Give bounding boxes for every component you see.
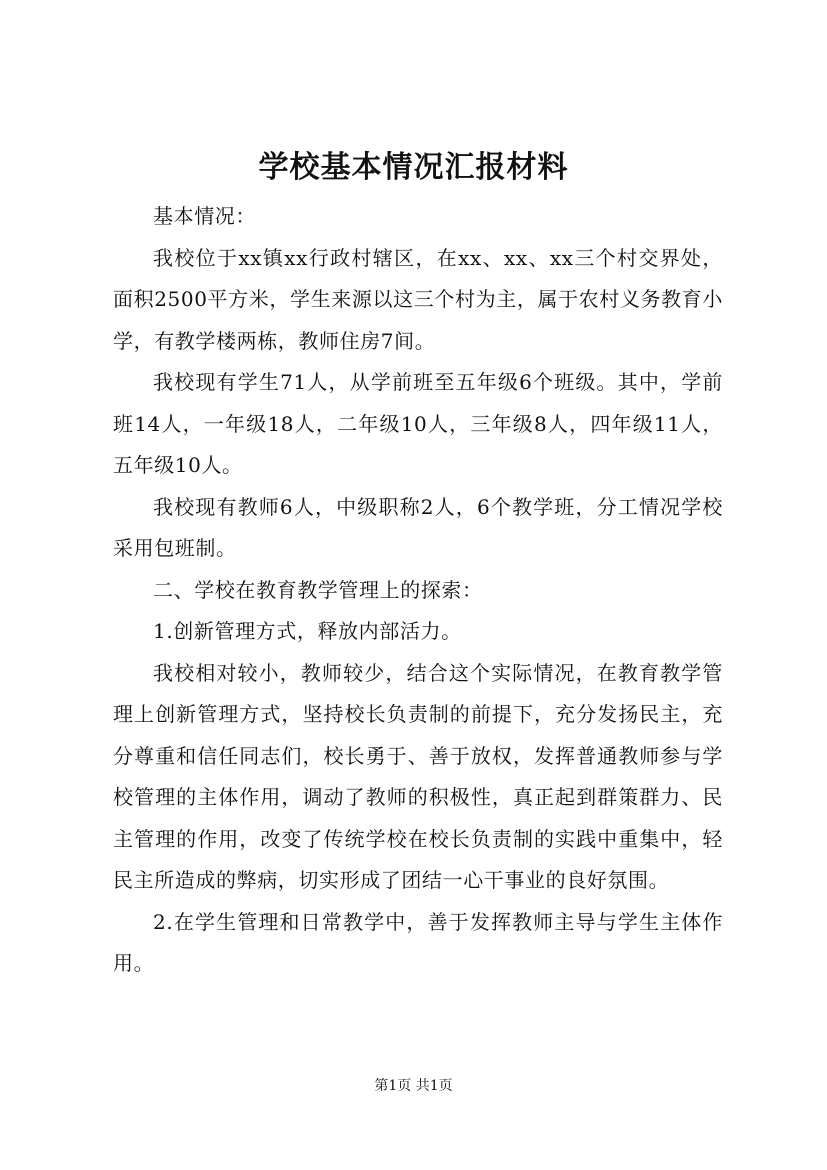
paragraph-management: 我校相对较小，教师较少，结合这个实际情况，在教育教学管理上创新管理方式，坚持校长负责制的前提下，充分发扬民主，充分尊重和信任同志们，校长勇于、善于放权，发挥普通教师参与学校管理的主体作用，调动了教师的积极性，真正起到群策群力、民主管理的作用，改变了传统学校在校长负责制的实践中重集中，轻民主所造成的弊病，切实形成了团结一心干事业的良好氛围。	[113, 660, 723, 892]
paragraph-section-two-heading: 二、学校在教育教学管理上的探索：	[153, 577, 483, 602]
paragraph-location: 我校位于xx镇xx行政村辖区，在xx、xx、xx三个村交界处，面积2500平方米，学生来源以这三个村为主，属于农村义务教育小学，有教学楼两栋，教师住房7间。	[113, 245, 723, 353]
document-body	[113, 196, 723, 985]
paragraph-point-one: 1.创新管理方式，释放内部活力。	[153, 619, 462, 643]
paragraph-teachers: 我校现有教师6人，中级职称2人，6个教学班，分工情况学校采用包班制。	[113, 494, 723, 560]
paragraph-students: 我校现有学生71人，从学前班至五年级6个班级。其中，学前班14人，一年级18人，二年级10人，三年级8人，四年级11人，五年级10人。	[113, 370, 723, 477]
paragraph-point-two: 2.在学生管理和日常教学中，善于发挥教师主导与学生主体作用。	[113, 909, 723, 975]
page-footer: 第1页 共1页	[374, 1078, 453, 1094]
document-title: 学校基本情况汇报材料	[258, 150, 569, 185]
paragraph-basic-heading: 基本情况：	[153, 204, 256, 228]
